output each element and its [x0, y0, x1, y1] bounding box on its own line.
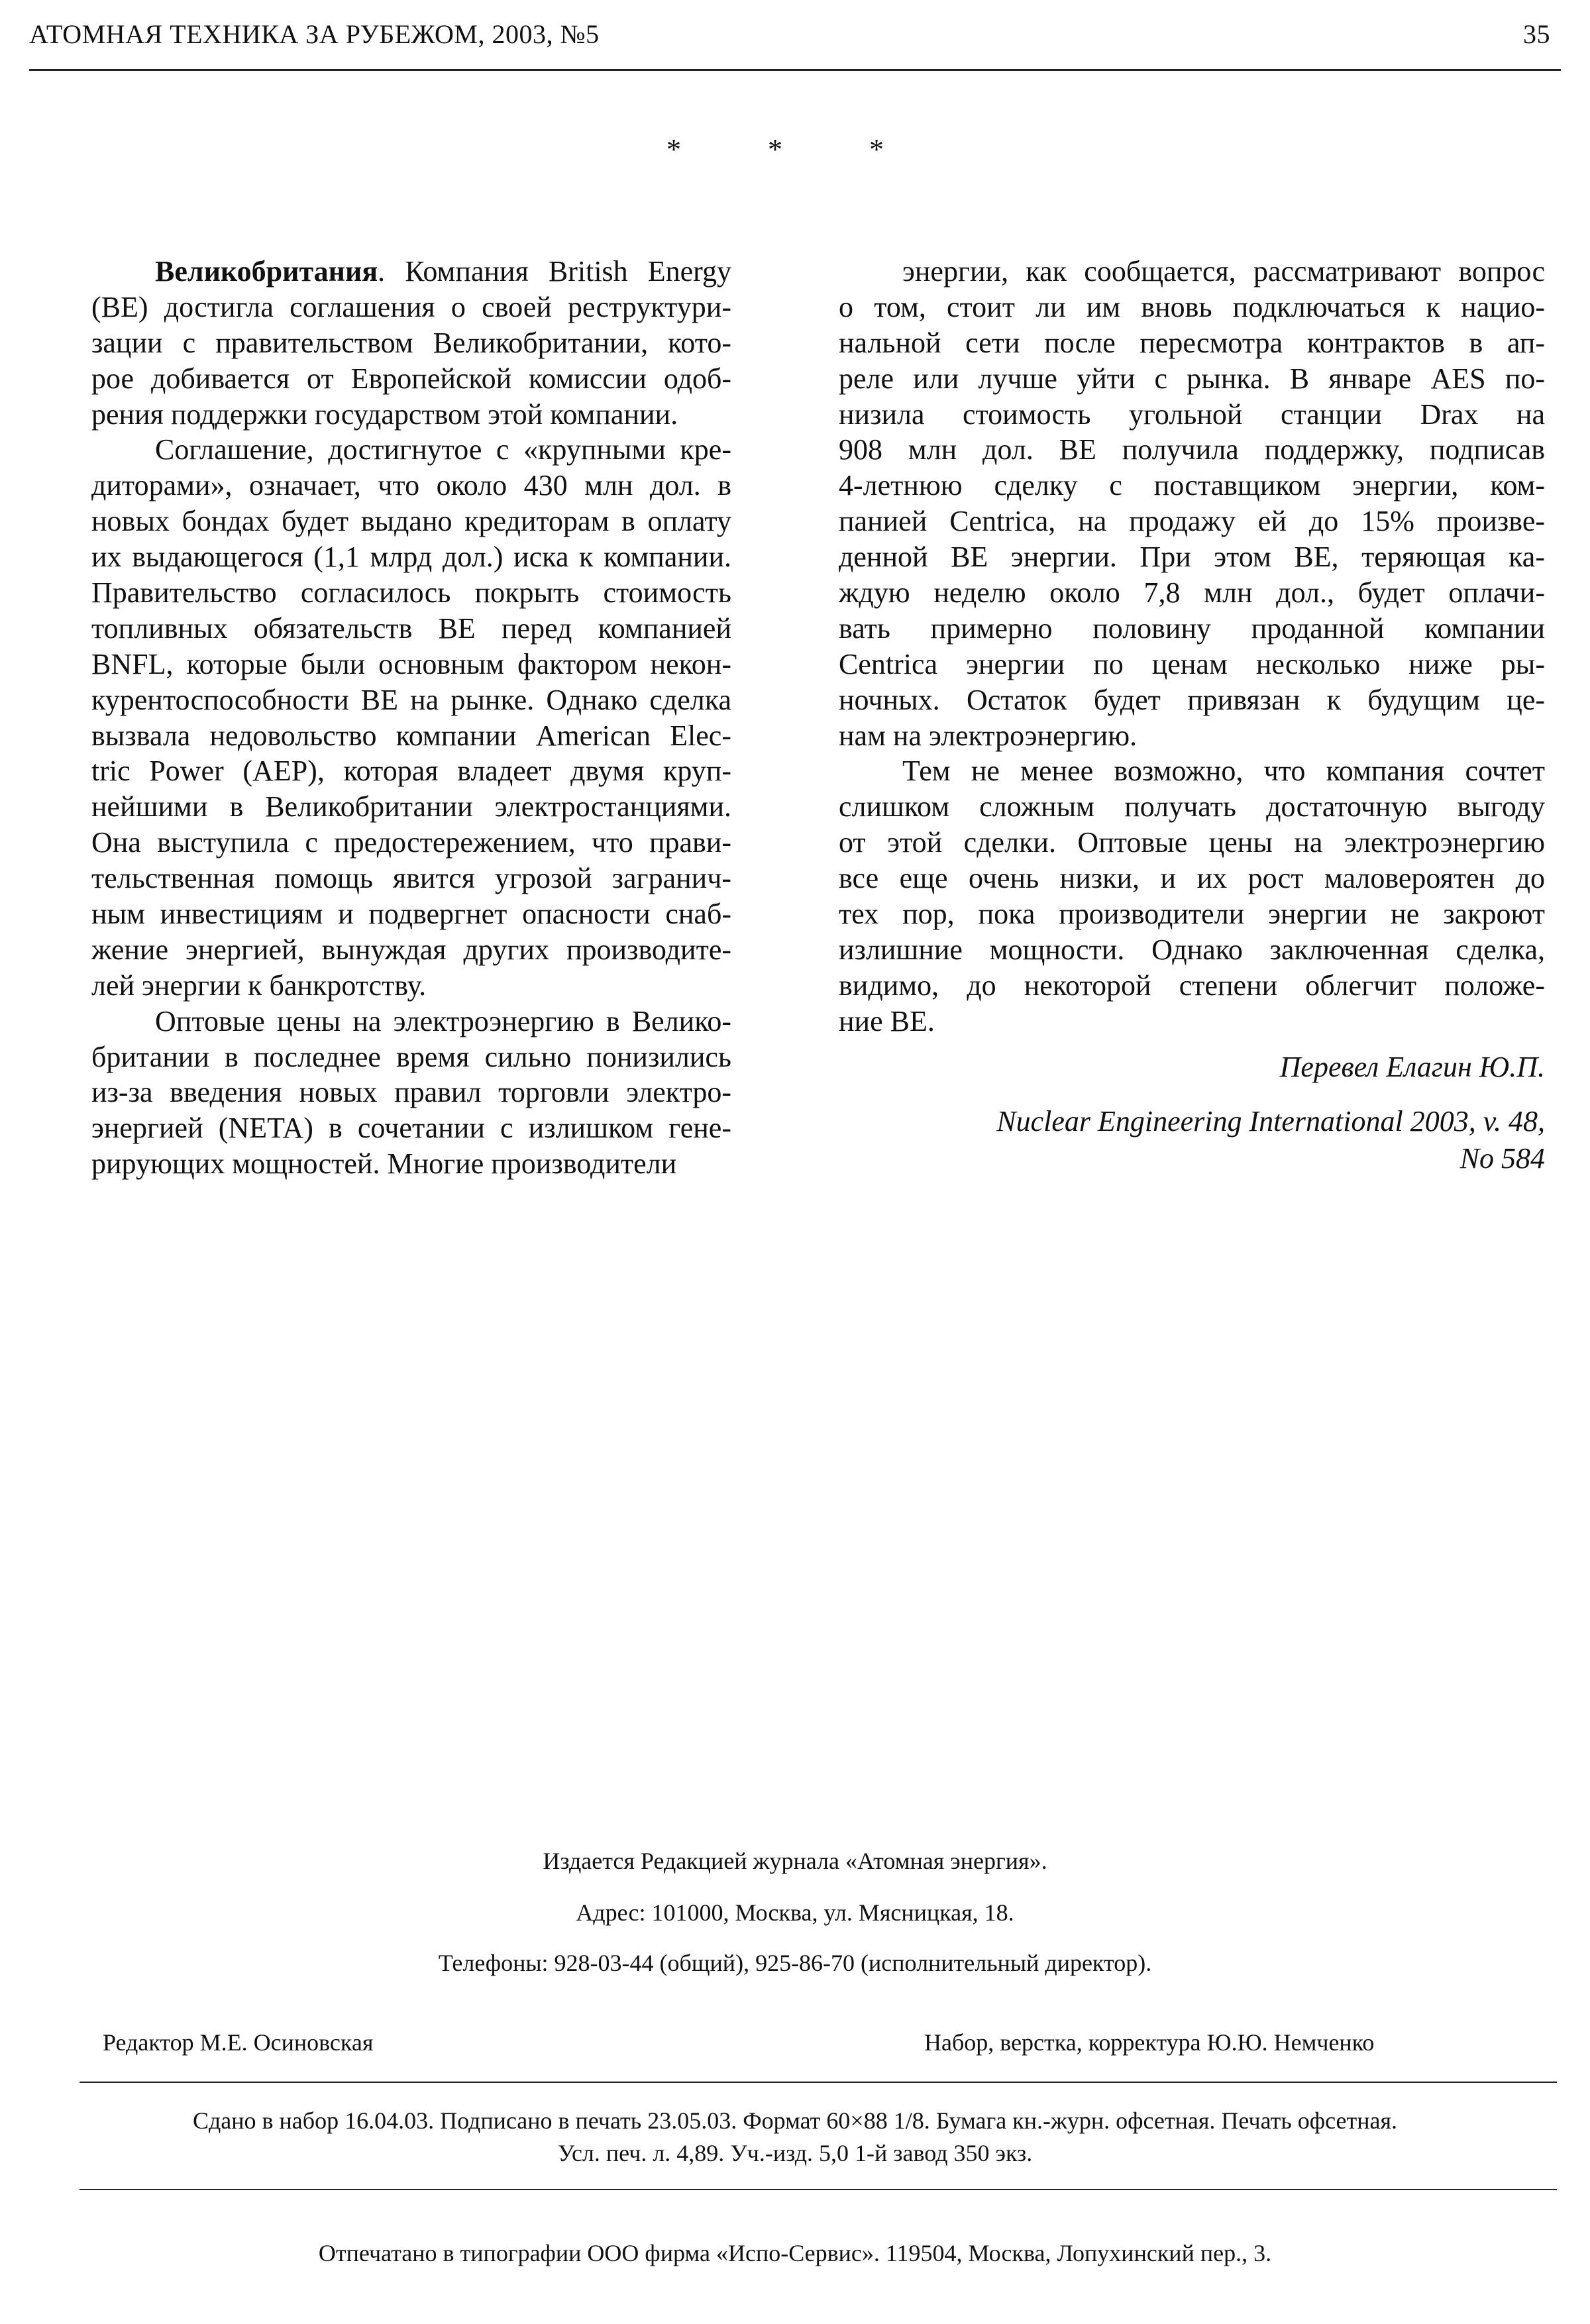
text-line: от этой сделки. Оптовые цены на электроэнергию [839, 826, 1545, 859]
text-line: излишние мощности. Однако заключенная сделка, [839, 933, 1545, 966]
text-line: BNFL, которые были основным фактором некон- [91, 647, 731, 680]
imprint-printer: Отпечатано в типографии ООО фирма «Испо-Сервис». 119504, Москва, Лопухинский пер., 3. [318, 2240, 1272, 2266]
text-line: слишком сложным получать достаточную выгоду [839, 790, 1545, 823]
text-line: 908 млн дол. ВЕ получила поддержку, подписав [839, 433, 1545, 466]
text-line: вать примерно половину проданной компании [839, 611, 1545, 645]
running-header-title: АТОМНАЯ ТЕХНИКА ЗА РУБЕЖОМ, 2003, №5 [29, 19, 600, 49]
imprint-address: Адрес: 101000, Москва, ул. Мясницкая, 18. [576, 1899, 1014, 1926]
text-line: Тем не менее возможно, что компания сочтет [902, 755, 1545, 788]
text-line: курентоспособности ВЕ на рынке. Однако сделка [91, 683, 731, 716]
text-line: о том, стоит ли им вновь подключаться к нацио- [839, 290, 1545, 323]
text-line: топливных обязательств ВЕ перед компанией [91, 611, 731, 645]
text-line: энергии, как сообщается, рассматривают вопрос [902, 255, 1545, 288]
text-line: 4-летнюю сделку с поставщиком энергии, ком- [839, 469, 1545, 502]
text-line: лей энергии к банкротству. [91, 969, 427, 1002]
text-line: нам на электроэнергию. [839, 719, 1138, 752]
right-column-text [839, 254, 1545, 1039]
text-line: новых бондах будет выдано кредиторам в оплату [91, 505, 731, 538]
text-line: нальной сети после пересмотра контрактов в ап- [839, 326, 1545, 359]
text-line: (ВЕ) достигла соглашения о своей реструктури- [91, 290, 731, 323]
imprint-rule-top [80, 2082, 1557, 2083]
text-line: рое добивается от Европейской комиссии одоб- [91, 362, 731, 395]
text-line: tric Power (AEP), которая владеет двумя круп- [91, 755, 731, 788]
imprint-print-specs: Усл. печ. л. 4,89. Уч.-изд. 5,0 1-й завод 350 экз. [557, 2140, 1033, 2166]
text-line: реле или лучше уйти с рынка. В январе AES по- [839, 362, 1545, 395]
article-right-column [839, 254, 1545, 1177]
text-line: видимо, до некоторой степени облегчит положе- [839, 969, 1545, 1002]
header-rule [29, 69, 1561, 71]
text-line: тех пор, пока производители энергии не закроют [839, 898, 1545, 931]
imprint-rule-bottom [80, 2189, 1557, 2190]
text-line: Оптовые цены на электроэнергию в Велико- [155, 1004, 731, 1037]
source-line-1: Nuclear Engineering International 2003, v. 48, [996, 1104, 1545, 1137]
article-left-column [91, 254, 731, 1182]
text-line-content: . Компания British Energy [378, 255, 731, 288]
text-line: рирующих мощностей. Многие производители [91, 1147, 677, 1181]
lead-country: Великобритания [155, 255, 378, 288]
text-line: диторами», означает, что около 430 млн дол. в [91, 469, 731, 502]
text-line: их выдающегося (1,1 млрд дол.) иска к компании. [91, 541, 731, 574]
source-line-2: No 584 [1459, 1141, 1545, 1175]
text-line: низила стоимость угольной станции Drax на [839, 397, 1545, 431]
section-separator: * * * [666, 133, 924, 166]
text-line: все еще очень низки, и их рост маловероятен до [839, 862, 1545, 895]
text-line: тельственная помощь явится угрозой загранич- [91, 862, 731, 895]
text-line: Centrica энергии по ценам несколько ниже ры- [839, 647, 1545, 680]
text-line: из-за введения новых правил торговли электро- [91, 1076, 731, 1109]
imprint-typesetting: Набор, верстка, корректура Ю.Ю. Немченко [924, 2029, 1375, 2056]
text-line: ждую неделю около 7,8 млн дол., будет оплачи- [839, 576, 1545, 609]
text-line: денной ВЕ энергии. При этом ВЕ, теряющая ка- [839, 541, 1545, 574]
page-number: 35 [1523, 19, 1550, 49]
text-line: рения поддержки государством этой компании. [91, 397, 678, 431]
text-line: ние ВЕ. [839, 1004, 935, 1037]
text-line: ным инвестициям и подвергнет опасности снаб- [91, 898, 731, 931]
text-line: Она выступила с предостережением, что прави- [91, 826, 731, 859]
text-line: нейшими в Великобритании электростанциями. [91, 790, 731, 823]
translator-credit: Перевел Елагин Ю.П. [1279, 1050, 1545, 1083]
text-line: Соглашение, достигнутое с «крупными кре- [155, 433, 731, 466]
text-line: жение энергией, вынуждая других производите- [91, 933, 731, 966]
text-line: британии в последнее время сильно понизились [91, 1040, 731, 1073]
imprint-dates: Сдано в набор 16.04.03. Подписано в печать 23.05.03. Формат 60×88 1/8. Бумага кн.-журн. офсетная. Печать офсетная. [192, 2107, 1398, 2134]
imprint-editor: Редактор М.Е. Осиновская [103, 2029, 374, 2056]
source-citation [839, 1103, 1545, 1177]
text-line: Правительство согласилось покрыть стоимость [91, 576, 731, 609]
text-line [91, 254, 731, 290]
text-line: ночных. Остаток будет привязан к будущим це- [839, 683, 1545, 716]
text-line: зации с правительством Великобритании, кото- [91, 326, 731, 359]
imprint-publisher: Издается Редакцией журнала «Атомная энергия». [543, 1848, 1047, 1874]
text-line: панией Centrica, на продажу ей до 15% произве- [839, 505, 1545, 538]
text-line: энергией (NETA) в сочетании с излишком гене- [91, 1112, 731, 1145]
imprint-phones: Телефоны: 928-03-44 (общий), 925-86-70 (исполнительный директор). [438, 1950, 1152, 1976]
text-line: вызвала недовольство компании American Elec- [91, 719, 731, 752]
